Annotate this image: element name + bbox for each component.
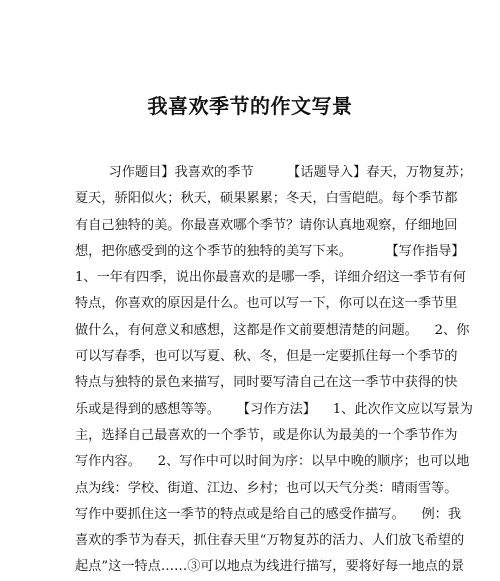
text-line: 写作中要抓住这一季节的特点或是给自己的感受作描写。 例：我 (75, 506, 462, 522)
text-line: 做什么，有何意义和感想，这都是作文前要想清楚的问题。 2、你 (75, 322, 470, 338)
text-line: 特点与独特的景色来描写，同时要写清自己在这一季节中获得的快 (75, 375, 458, 391)
document-body (75, 160, 473, 581)
text-line: 乐或是得到的感想等等。 【习作方法】 1、此次作文应以写景为 (75, 401, 473, 417)
document-title: 我喜欢季节的作文写景 (147, 94, 353, 118)
text-line: 点为线：学校、街道、江边、乡村；也可以天气分类：晴雨雪等。 (75, 480, 458, 496)
text-line: 主，选择自己最喜欢的一个季节，或是你认为最美的一个季节作为 (75, 427, 458, 443)
text-line: 特点，你喜欢的原因是什么。也可以写一下，你可以在这一季节里 (75, 296, 458, 312)
text-line: 起点”这一特点……③可以地点为线进行描写，要将好每一地点的景 (75, 559, 465, 575)
text-line: 1、一年有四季，说出你最喜欢的是哪一季，详细介绍这一季节有何 (75, 270, 466, 286)
text-line: 想，把你感受到的这个季节的独特的美写下来。 【写作指导】 (75, 243, 465, 259)
text-line: 可以写春季，也可以写夏、秋、冬，但是一定要抓住每一个季节的 (75, 349, 458, 365)
text-line: 有自己独特的美。你最喜欢哪个季节？请你认真地观察，仔细地回 (75, 217, 458, 233)
text-line: 习作题目】我喜欢的季节 【话题导入】春天，万物复苏； (75, 165, 472, 180)
text-line: 喜欢的季节为春天，抓住春天里“万物复苏的活力、人们放飞希望的 (75, 533, 465, 549)
text-line: 写作内容。 2、写作中可以时间为序：以早中晚的顺序；也可以地 (75, 454, 470, 470)
text-line: 夏天，骄阳似火；秋天，硕果累累；冬天，白雪皑皑。每个季节都 (75, 191, 458, 207)
